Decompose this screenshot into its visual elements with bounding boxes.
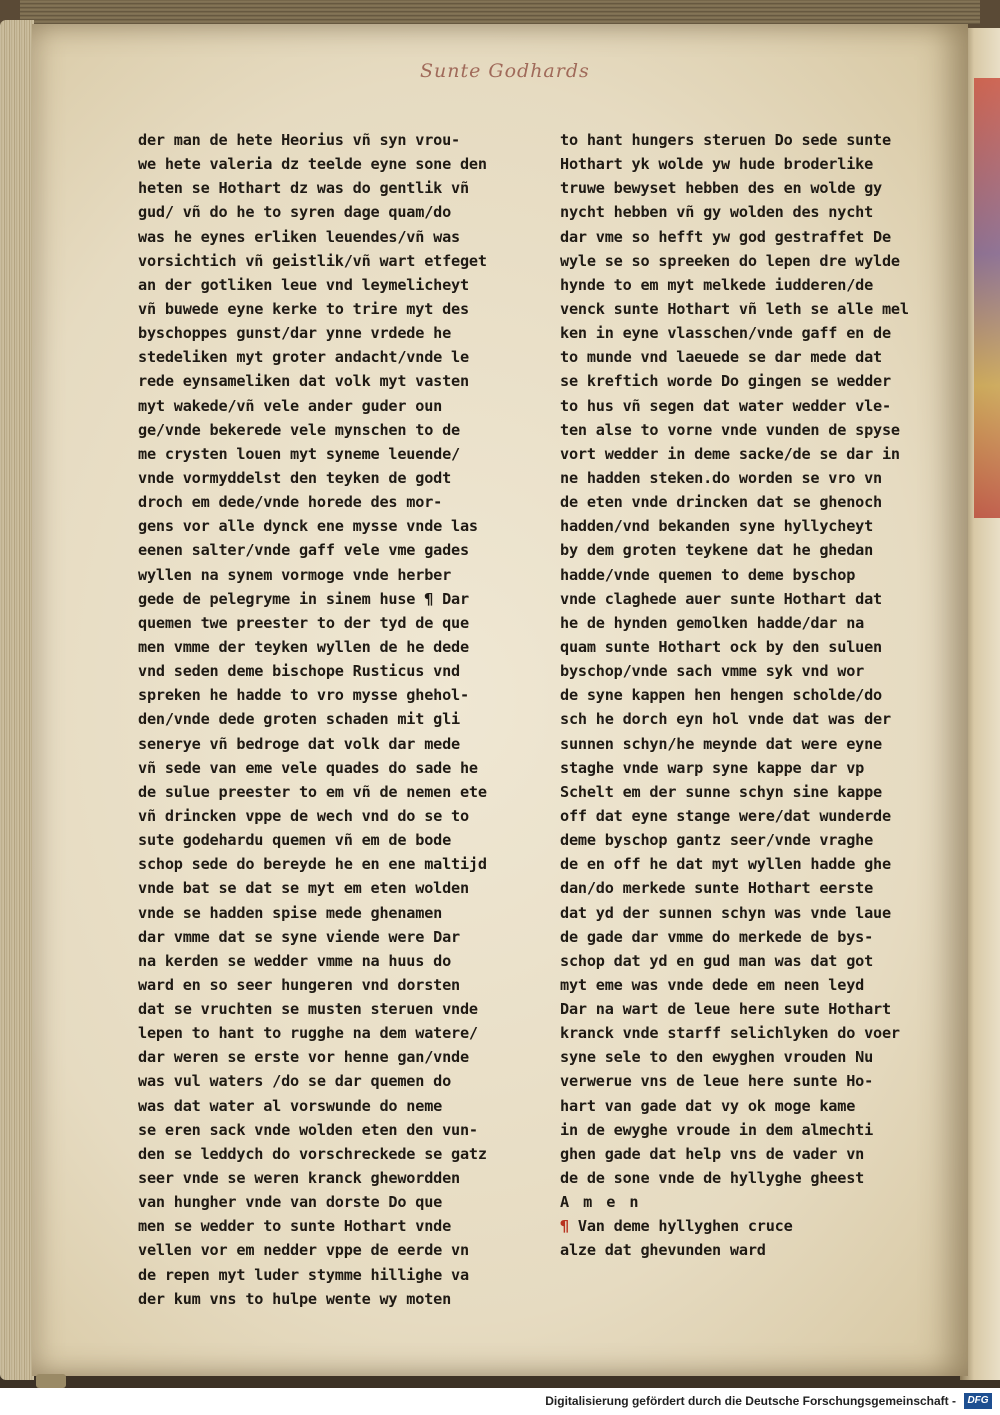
text-line: ne hadden steken.do worden se vro vn [560, 468, 882, 487]
text-line: gens vor alle dynck ene mysse vnde las [138, 517, 478, 536]
text-line: to munde vnd laeuede se dar mede dat [560, 348, 882, 367]
text-line: schop sede do bereyde he en ene maltijd [138, 855, 487, 874]
book-top-edge [20, 0, 980, 24]
text-line: spreken he hadde to vro mysse ghehol- [138, 686, 469, 705]
text-line: nycht hebben vñ gy wolden des nycht [560, 203, 874, 222]
book-left-edge [0, 20, 34, 1380]
text-line: wyle se so spreeken do lepen dre wylde [560, 251, 900, 270]
text-line: vnd seden deme bischope Rusticus vnd [138, 662, 460, 681]
text-line: myt wakede/vñ vele ander guder oun [138, 396, 443, 415]
text-line: vnde se hadden spise mede ghenamen [138, 903, 443, 922]
text-line: venck sunte Hothart vñ leth se alle mel [560, 299, 909, 318]
text-line: dat yd der sunnen schyn was vnde laue [560, 903, 891, 922]
text-line: rede eynsameliken dat volk myt vasten [138, 372, 469, 391]
text-line: dat se vruchten se musten steruen vnde [138, 1000, 478, 1019]
text-line: ge/vnde bekerede vele mynschen to de [138, 420, 460, 439]
text-line: de en off he dat myt wyllen hadde ghe [560, 855, 891, 874]
text-line: kranck vnde starff selichlyken do voer [560, 1024, 900, 1043]
text-line: byschop/vnde sach vmme syk vnd wor [560, 662, 865, 681]
text-line: dan/do merkede sunte Hothart eerste [560, 879, 874, 898]
text-line: ken in eyne vlasschen/vnde gaff en de [560, 324, 891, 343]
text-line: Schelt em der sunne schyn sine kappe [560, 782, 882, 801]
text-line: seer vnde se weren kranck ghewordden [138, 1169, 460, 1188]
adjacent-page-illustration [974, 78, 1000, 518]
dfg-logo-icon[interactable]: DFG [964, 1393, 992, 1409]
text-line: verwerue vns de leue here sunte Ho- [560, 1072, 874, 1091]
text-line: senerye vñ bedroge dat volk dar mede [138, 734, 460, 753]
text-line: stedeliken myt groter andacht/vnde le [138, 348, 469, 367]
text-line: hadden/vnd bekanden syne hyllycheyt [560, 517, 874, 536]
text-line: vort wedder in deme sacke/de se dar in [560, 444, 900, 463]
text-line: deme byschop gantz seer/vnde vraghe [560, 831, 874, 850]
text-line: off dat eyne stange were/dat wunderde [560, 806, 891, 825]
text-line: hadde/vnde quemen to deme byschop [560, 565, 856, 584]
text-line: sute godehardu quemen vñ em de bode [138, 831, 452, 850]
text-line: der man de hete Heorius vñ syn vrou- [138, 131, 460, 149]
right-text-column [560, 128, 920, 1263]
text-line: lepen to hant to rugghe na dem watere/ [138, 1024, 478, 1043]
text-line: by dem groten teykene dat he ghedan [560, 541, 874, 560]
left-text-column [138, 128, 488, 1311]
text-line: ten alse to vorne vnde vunden de spyse [560, 420, 900, 439]
text-line: men vmme der teyken wyllen de he dede [138, 637, 469, 656]
text-line: de eten vnde drincken dat se ghenoch [560, 493, 882, 512]
text-line: droch em dede/vnde horede des mor- [138, 493, 443, 512]
text-line: in de ewyghe vroude in dem almechti [560, 1120, 874, 1139]
page-header-annotation: Sunte Godhards [420, 60, 590, 82]
text-line: alze dat ghevunden ward [560, 1241, 766, 1260]
text-line: was he eynes erliken leuendes/vñ was [138, 227, 460, 246]
text-line: was dat water al vorswunde do neme [138, 1096, 443, 1115]
text-line: vnde vormyddelst den teyken de godt [138, 468, 452, 487]
text-line: ghen gade dat help vns de vader vn [560, 1144, 865, 1163]
text-line: den/vnde dede groten schaden mit gli [138, 710, 460, 729]
text-line: de sulue preester to em vñ de nemen ete [138, 782, 487, 801]
text-line: vnde bat se dat se myt em eten wolden [138, 879, 469, 898]
text-line: we hete valeria dz teelde eyne sone den [138, 155, 487, 174]
text-line: men se wedder to sunte Hothart vnde [138, 1217, 452, 1236]
text-line: truwe bewyset hebben des en wolde gy [560, 179, 882, 198]
text-line: wyllen na synem vormoge vnde herber [138, 565, 452, 584]
text-line: eenen salter/vnde gaff vele vme gades [138, 541, 469, 560]
text-line: vorsichtich vñ geistlik/vñ wart etfeget [138, 251, 487, 270]
text-line: de gade dar vmme do merkede de bys- [560, 927, 874, 946]
text-line: vñ drincken vppe de wech vnd do se to [138, 806, 469, 825]
footer-credit: Digitalisierung gefördert durch die Deutsche Forschungsgemeinschaft - [545, 1394, 956, 1408]
text-line: myt eme was vnde dede em neen leyd [560, 975, 865, 994]
text-line: sunnen schyn/he meynde dat were eyne [560, 734, 882, 753]
text-line: hynde to em myt melkede iudderen/de [560, 275, 874, 294]
text-line: vñ buwede eyne kerke to trire myt des [138, 299, 469, 318]
text-line: dar vmme dat se syne viende were Dar [138, 927, 460, 946]
text-line: staghe vnde warp syne kappe dar vp [560, 758, 865, 777]
text-line: to hus vñ segen dat water wedder vle- [560, 396, 891, 415]
text-line: was vul waters /do se dar quemen do [138, 1072, 452, 1091]
text-line: vellen vor em nedder vppe de eerde vn [138, 1241, 469, 1260]
text-line: na kerden se wedder vmme na huus do [138, 951, 452, 970]
text-line: quam sunte Hothart ock by den suluen [560, 637, 882, 656]
rubric-mark: ¶ [560, 1217, 569, 1236]
text-line: me crysten louen myt syneme leuende/ [138, 444, 460, 463]
text-line: ¶ Van deme hyllyghen cruce [560, 1214, 920, 1238]
text-line: heten se Hothart dz was do gentlik vñ [138, 179, 469, 198]
text-line: syne sele to den ewyghen vrouden Nu [560, 1048, 874, 1067]
text-line: hart van gade dat vy ok moge kame [560, 1096, 856, 1115]
text-line: gede de pelegryme in sinem huse ¶ Dar [138, 589, 469, 608]
text-line: gud/ vñ do he to syren dage quam/do [138, 203, 452, 222]
text-line: vnde claghede auer sunte Hothart dat [560, 589, 882, 608]
text-line: ward en so seer hungeren vnd dorsten [138, 975, 460, 994]
text-line: Dar na wart de leue here sute Hothart [560, 1000, 891, 1019]
text-line: quemen twe preester to der tyd de que [138, 613, 469, 632]
book-clasp [36, 1374, 66, 1388]
text-line: dar weren se erste vor henne gan/vnde [138, 1048, 469, 1067]
text-line: der kum vns to hulpe wente wy moten [138, 1289, 452, 1308]
text-line: den se leddych do vorschreckede se gatz [138, 1144, 487, 1163]
text-line: Hothart yk wolde yw hude broderlike [560, 155, 874, 174]
text-line: vñ sede van eme vele quades do sade he [138, 758, 478, 777]
text-line: he de hynden gemolken hadde/dar na [560, 613, 865, 632]
footer-bar [0, 1388, 1000, 1415]
text-line: to hant hungers steruen Do sede sunte [560, 131, 891, 149]
text-line: van hungher vnde van dorste Do que [138, 1193, 443, 1212]
text-line: de syne kappen hen hengen scholde/do [560, 686, 882, 705]
text-line: dar vme so hefft yw god gestraffet De [560, 227, 891, 246]
text-line: sch he dorch eyn hol vnde dat was der [560, 710, 891, 729]
text-line: byschoppes gunst/dar ynne vrdede he [138, 324, 452, 343]
text-line: se kreftich worde Do gingen se wedder [560, 372, 891, 391]
text-line: de de sone vnde de hyllyghe gheest [560, 1169, 865, 1188]
text-line: Amen [560, 1193, 653, 1212]
text-line: an der gotliken leue vnd leymelicheyt [138, 275, 469, 294]
text-line: de repen myt luder stymme hillighe va [138, 1265, 469, 1284]
text-line: schop dat yd en gud man was dat got [560, 951, 874, 970]
text-line: se eren sack vnde wolden eten den vun- [138, 1120, 478, 1139]
